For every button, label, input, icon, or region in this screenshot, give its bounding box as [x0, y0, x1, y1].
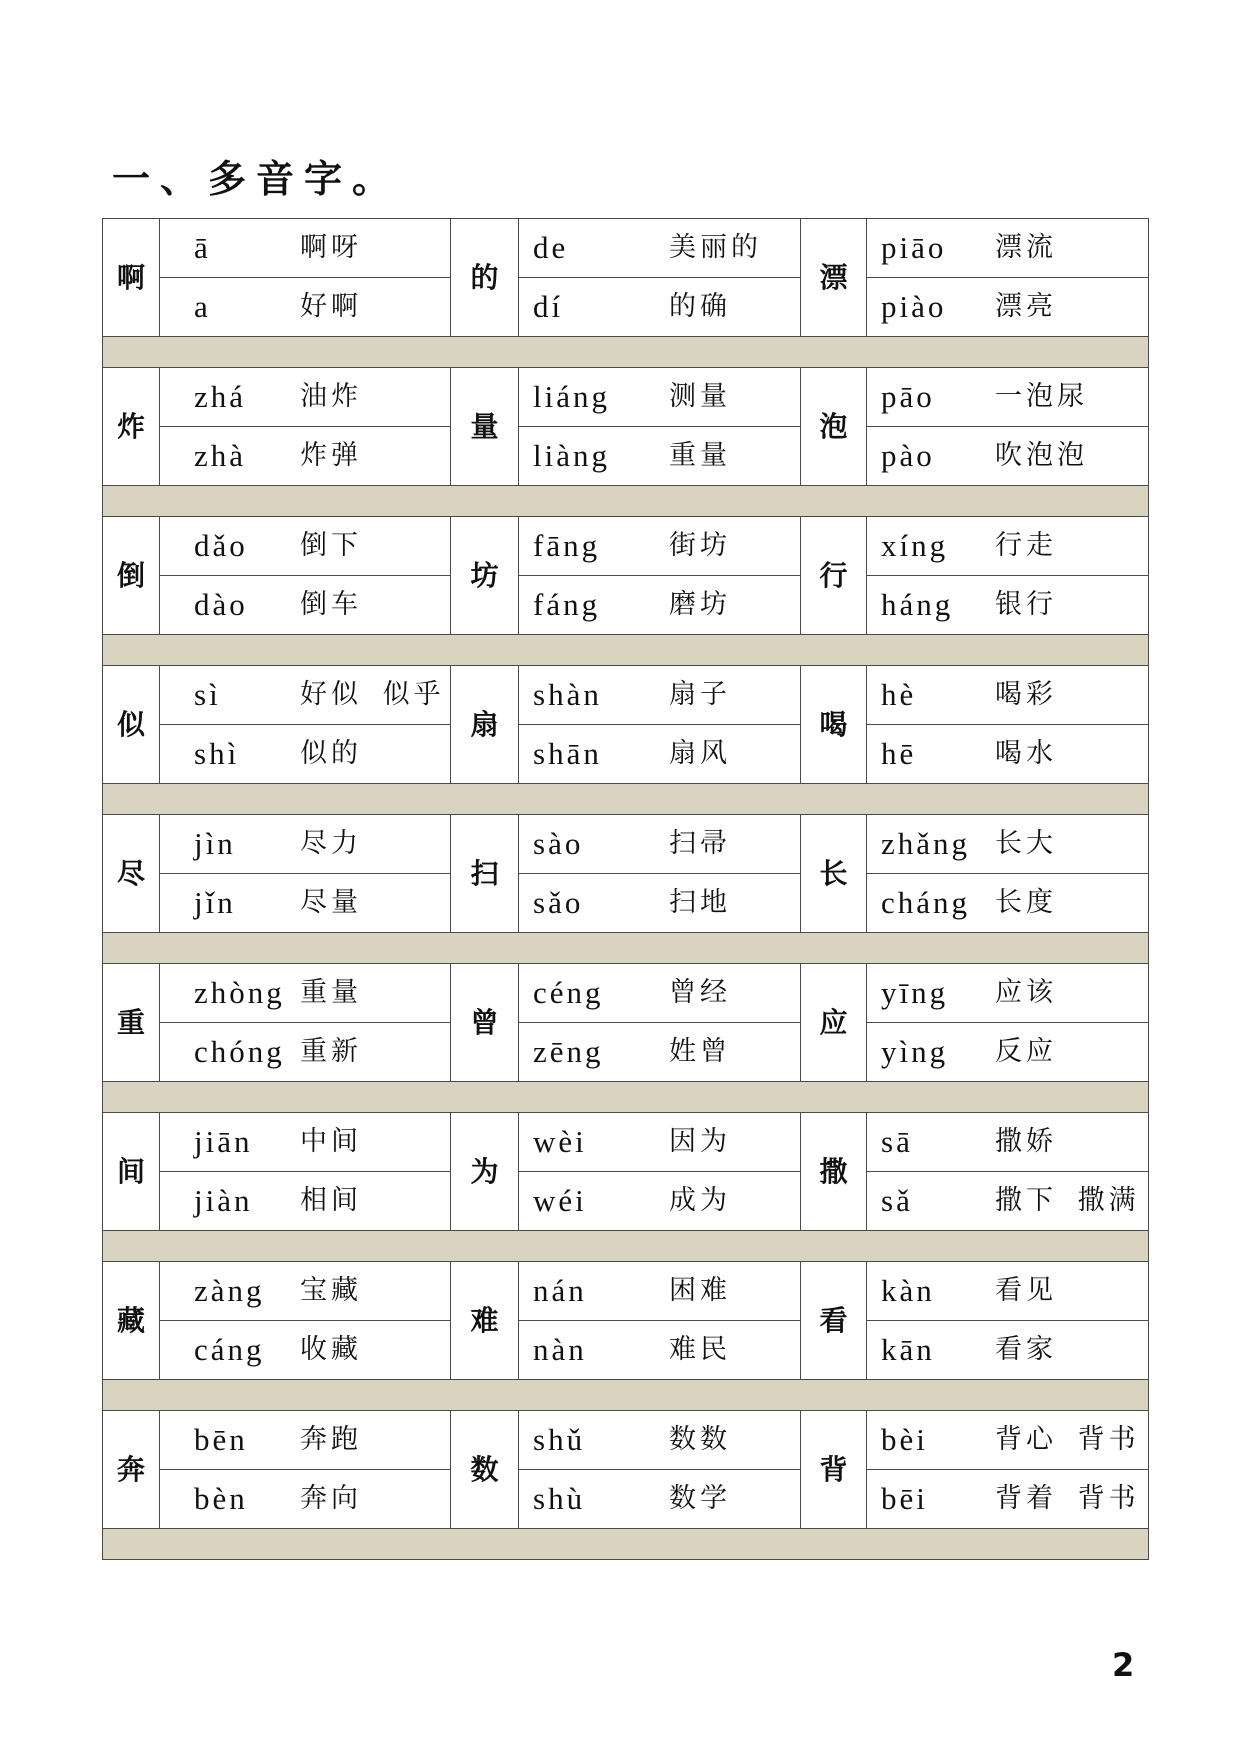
example-words: 曾经 — [669, 977, 731, 1008]
reading-cell — [867, 1023, 1149, 1082]
reading-cell — [519, 1411, 801, 1470]
reading-row-2 — [103, 278, 1149, 337]
reading-cell — [867, 1172, 1149, 1231]
example-words: 数学 — [669, 1483, 731, 1514]
example-words: 因为 — [669, 1126, 731, 1157]
example-words: 喝彩 — [995, 679, 1057, 710]
reading-cell — [867, 1470, 1149, 1529]
example-words: 油炸 — [300, 381, 362, 412]
polyphonic-char: 难 — [470, 1303, 499, 1337]
reading-cell — [519, 1470, 801, 1529]
example-words: 尽力 — [300, 828, 362, 859]
pinyin: háng — [881, 587, 954, 622]
example-words: 撒娇 — [995, 1126, 1057, 1157]
reading-row-1 — [103, 219, 1149, 278]
pinyin: sǎ — [881, 1183, 913, 1218]
pinyin: bèi — [881, 1422, 928, 1457]
example-words: 姓曾 — [669, 1036, 731, 1067]
char-cell — [103, 666, 160, 784]
pinyin: jǐn — [194, 885, 236, 920]
reading-cell — [160, 1262, 451, 1321]
reading-cell — [160, 1470, 451, 1529]
spacer-row — [103, 1380, 1149, 1411]
reading-cell — [867, 1321, 1149, 1380]
reading-cell — [160, 874, 451, 933]
polyphonic-char: 为 — [470, 1154, 499, 1188]
example-words: 应该 — [995, 977, 1057, 1008]
polyphonic-char: 泡 — [819, 409, 848, 443]
reading-row-1 — [103, 368, 1149, 427]
char-cell — [451, 1262, 519, 1380]
reading-cell — [519, 815, 801, 874]
pinyin: zhá — [194, 379, 247, 414]
reading-cell — [160, 666, 451, 725]
example-words: 重量 — [300, 977, 362, 1008]
polyphonic-char: 扫 — [470, 856, 499, 890]
char-cell — [451, 517, 519, 635]
char-cell — [801, 1411, 867, 1529]
reading-row-1 — [103, 1411, 1149, 1470]
polyphonic-char: 长 — [819, 856, 848, 890]
pinyin: chóng — [194, 1034, 285, 1069]
reading-row-2 — [103, 1172, 1149, 1231]
pinyin: pāo — [881, 379, 935, 414]
reading-row-2 — [103, 427, 1149, 486]
reading-cell — [867, 368, 1149, 427]
char-cell — [801, 666, 867, 784]
reading-row-2 — [103, 1023, 1149, 1082]
pinyin: zàng — [194, 1273, 265, 1308]
example-words: 漂亮 — [995, 291, 1057, 322]
char-cell — [451, 368, 519, 486]
reading-cell — [160, 1023, 451, 1082]
spacer-row — [103, 1529, 1149, 1560]
reading-cell — [867, 576, 1149, 635]
example-words: 磨坊 — [669, 589, 731, 620]
reading-cell — [160, 815, 451, 874]
char-cell — [801, 219, 867, 337]
example-words: 相间 — [300, 1185, 362, 1216]
pinyin: zhòng — [194, 975, 285, 1010]
reading-cell — [160, 1113, 451, 1172]
polyphonic-char: 应 — [819, 1005, 848, 1039]
example-words: 一泡尿 — [995, 381, 1088, 412]
reading-cell — [519, 666, 801, 725]
pinyin: ā — [194, 230, 211, 265]
reading-cell — [519, 1172, 801, 1231]
spacer-band — [103, 635, 1149, 666]
example-words: 扇风 — [669, 738, 731, 769]
reading-cell — [519, 1113, 801, 1172]
char-cell — [451, 219, 519, 337]
example-words: 长度 — [995, 887, 1057, 918]
pinyin: zhǎng — [881, 826, 971, 861]
polyphonic-char: 看 — [819, 1303, 848, 1337]
reading-cell — [519, 1321, 801, 1380]
pinyin: xíng — [881, 528, 949, 563]
reading-cell — [160, 517, 451, 576]
reading-cell — [519, 1023, 801, 1082]
reading-cell — [160, 278, 451, 337]
example-words: 炸弹 — [300, 440, 362, 471]
polyphonic-char: 漂 — [819, 260, 848, 294]
example-words: 美丽的 — [669, 232, 762, 263]
reading-cell — [867, 964, 1149, 1023]
pinyin: sì — [194, 677, 221, 712]
reading-cell — [867, 1113, 1149, 1172]
polyphonic-char: 背 — [819, 1452, 848, 1486]
char-cell — [103, 1262, 160, 1380]
polyphonic-char: 啊 — [116, 260, 145, 294]
example-words: 吹泡泡 — [995, 440, 1088, 471]
spacer-band — [103, 337, 1149, 368]
char-cell — [103, 368, 160, 486]
reading-row-2 — [103, 1470, 1149, 1529]
pinyin: yīng — [881, 975, 949, 1010]
spacer-band — [103, 784, 1149, 815]
pinyin: dào — [194, 587, 248, 622]
example-words: 漂流 — [995, 232, 1057, 263]
reading-cell — [867, 1411, 1149, 1470]
pinyin: shǔ — [533, 1422, 586, 1457]
pinyin: fāng — [533, 528, 601, 563]
char-cell — [103, 1411, 160, 1529]
reading-cell — [160, 427, 451, 486]
pinyin: sǎo — [533, 885, 584, 920]
char-cell — [451, 666, 519, 784]
spacer-row — [103, 1082, 1149, 1113]
reading-cell — [519, 427, 801, 486]
reading-cell — [519, 1262, 801, 1321]
spacer-row — [103, 784, 1149, 815]
spacer-row — [103, 486, 1149, 517]
reading-row-2 — [103, 725, 1149, 784]
reading-cell — [160, 1321, 451, 1380]
pinyin: hè — [881, 677, 917, 712]
example-words: 的确 — [669, 291, 731, 322]
example-words: 数数 — [669, 1424, 731, 1455]
reading-cell — [519, 725, 801, 784]
reading-row-2 — [103, 576, 1149, 635]
char-cell — [451, 1411, 519, 1529]
reading-row-1 — [103, 666, 1149, 725]
reading-cell — [519, 219, 801, 278]
reading-cell — [867, 874, 1149, 933]
char-cell — [451, 964, 519, 1082]
reading-cell — [867, 725, 1149, 784]
pinyin: jiàn — [194, 1183, 253, 1218]
polyphonic-char: 坊 — [470, 558, 499, 592]
pinyin: yìng — [881, 1034, 949, 1069]
pinyin: pào — [881, 438, 935, 473]
char-cell — [103, 815, 160, 933]
example-words: 困难 — [669, 1275, 731, 1306]
spacer-row — [103, 635, 1149, 666]
example-words: 街坊 — [669, 530, 731, 561]
char-cell — [801, 368, 867, 486]
spacer-band — [103, 1082, 1149, 1113]
polyphonic-char: 炸 — [116, 409, 145, 443]
pinyin: liàng — [533, 438, 610, 473]
reading-row-2 — [103, 874, 1149, 933]
example-words: 扇子 — [669, 679, 731, 710]
section-title: 一、多音字。 — [112, 157, 401, 201]
pinyin: a — [194, 289, 211, 324]
polyphonic-char: 数 — [470, 1452, 499, 1486]
example-words: 倒车 — [300, 589, 362, 620]
pinyin: fáng — [533, 587, 601, 622]
example-words: 重量 — [669, 440, 731, 471]
example-words: 啊呀 — [300, 232, 362, 263]
reading-cell — [160, 964, 451, 1023]
polyphonic-char: 撒 — [819, 1154, 848, 1188]
reading-cell — [519, 517, 801, 576]
reading-cell — [160, 368, 451, 427]
pinyin: shàn — [533, 677, 602, 712]
reading-cell — [519, 368, 801, 427]
polyphonic-char: 藏 — [116, 1303, 145, 1337]
spacer-band — [103, 486, 1149, 517]
example-words: 背心 背书 — [995, 1424, 1140, 1455]
example-words: 背着 背书 — [995, 1483, 1140, 1514]
pinyin: nán — [533, 1273, 587, 1308]
reading-cell — [519, 874, 801, 933]
reading-row-1 — [103, 517, 1149, 576]
polyphonic-char: 曾 — [470, 1005, 499, 1039]
pinyin: wèi — [533, 1124, 587, 1159]
pinyin: zēng — [533, 1034, 604, 1069]
example-words: 好似 似乎 — [300, 679, 445, 710]
polyphonic-char: 奔 — [116, 1452, 145, 1486]
polyphonic-char: 似 — [116, 707, 145, 741]
char-cell — [801, 964, 867, 1082]
polyphonic-char: 行 — [819, 558, 848, 592]
reading-cell — [160, 219, 451, 278]
example-words: 扫地 — [669, 887, 731, 918]
example-words: 好啊 — [300, 291, 362, 322]
spacer-band — [103, 1380, 1149, 1411]
reading-cell — [160, 576, 451, 635]
example-words: 看家 — [995, 1334, 1057, 1365]
pinyin: jìn — [194, 826, 236, 861]
polyphonic-char: 倒 — [116, 558, 145, 592]
pinyin: bēn — [194, 1422, 248, 1457]
reading-cell — [867, 219, 1149, 278]
char-cell — [451, 1113, 519, 1231]
reading-cell — [160, 1172, 451, 1231]
pinyin: cáng — [194, 1332, 265, 1367]
pinyin: jiān — [194, 1124, 253, 1159]
example-words: 重新 — [300, 1036, 362, 1067]
polyphonic-char: 重 — [116, 1005, 145, 1039]
pinyin: kān — [881, 1332, 935, 1367]
reading-cell — [867, 1262, 1149, 1321]
char-cell — [103, 964, 160, 1082]
reading-cell — [867, 517, 1149, 576]
page-number: 2 — [1112, 1646, 1135, 1684]
pinyin: dǎo — [194, 528, 248, 563]
reading-cell — [867, 666, 1149, 725]
spacer-band — [103, 933, 1149, 964]
polyphonic-char: 量 — [470, 409, 499, 443]
pinyin: piào — [881, 289, 947, 324]
pinyin: dí — [533, 289, 564, 324]
pinyin: de — [533, 230, 569, 265]
example-words: 似的 — [300, 738, 362, 769]
spacer-band — [103, 1529, 1149, 1560]
pinyin: nàn — [533, 1332, 587, 1367]
reading-cell — [867, 427, 1149, 486]
char-cell — [451, 815, 519, 933]
char-cell — [801, 1113, 867, 1231]
char-cell — [801, 815, 867, 933]
spacer-row — [103, 1231, 1149, 1262]
example-words: 扫帚 — [669, 828, 731, 859]
spacer-band — [103, 1231, 1149, 1262]
pinyin: sào — [533, 826, 584, 861]
pinyin: shān — [533, 736, 602, 771]
spacer-row — [103, 933, 1149, 964]
polyphonic-table — [102, 218, 1149, 1560]
example-words: 撒下 撒满 — [995, 1185, 1140, 1216]
reading-cell — [519, 278, 801, 337]
polyphonic-char: 喝 — [819, 707, 848, 741]
example-words: 倒下 — [300, 530, 362, 561]
reading-row-1 — [103, 1113, 1149, 1172]
pinyin: bēi — [881, 1481, 928, 1516]
polyphonic-char: 的 — [470, 260, 499, 294]
char-cell — [801, 517, 867, 635]
char-cell — [103, 1113, 160, 1231]
polyphonic-char: 扇 — [470, 707, 499, 741]
example-words: 奔跑 — [300, 1424, 362, 1455]
pinyin: cháng — [881, 885, 971, 920]
pinyin: céng — [533, 975, 604, 1010]
pinyin: hē — [881, 736, 917, 771]
reading-row-1 — [103, 1262, 1149, 1321]
example-words: 成为 — [669, 1185, 731, 1216]
example-words: 喝水 — [995, 738, 1057, 769]
spacer-row — [103, 337, 1149, 368]
example-words: 收藏 — [300, 1334, 362, 1365]
reading-row-1 — [103, 815, 1149, 874]
reading-cell — [160, 1411, 451, 1470]
reading-cell — [160, 725, 451, 784]
reading-cell — [867, 815, 1149, 874]
pinyin: shù — [533, 1481, 586, 1516]
reading-cell — [519, 964, 801, 1023]
example-words: 宝藏 — [300, 1275, 362, 1306]
pinyin: liáng — [533, 379, 610, 414]
pinyin: zhà — [194, 438, 247, 473]
example-words: 银行 — [995, 589, 1057, 620]
pinyin: bèn — [194, 1481, 248, 1516]
pinyin: kàn — [881, 1273, 935, 1308]
char-cell — [103, 517, 160, 635]
example-words: 反应 — [995, 1036, 1057, 1067]
char-cell — [801, 1262, 867, 1380]
example-words: 尽量 — [300, 887, 362, 918]
pinyin: sā — [881, 1124, 913, 1159]
example-words: 难民 — [669, 1334, 731, 1365]
polyphonic-char: 间 — [116, 1154, 145, 1188]
pinyin: shì — [194, 736, 240, 771]
example-words: 奔向 — [300, 1483, 362, 1514]
pinyin: wéi — [533, 1183, 587, 1218]
polyphonic-char: 尽 — [116, 856, 145, 890]
reading-cell — [867, 278, 1149, 337]
reading-cell — [519, 576, 801, 635]
reading-row-1 — [103, 964, 1149, 1023]
example-words: 看见 — [995, 1275, 1057, 1306]
char-cell — [103, 219, 160, 337]
example-words: 行走 — [995, 530, 1057, 561]
example-words: 测量 — [669, 381, 731, 412]
example-words: 中间 — [300, 1126, 362, 1157]
example-words: 长大 — [995, 828, 1057, 859]
reading-row-2 — [103, 1321, 1149, 1380]
pinyin: piāo — [881, 230, 947, 265]
